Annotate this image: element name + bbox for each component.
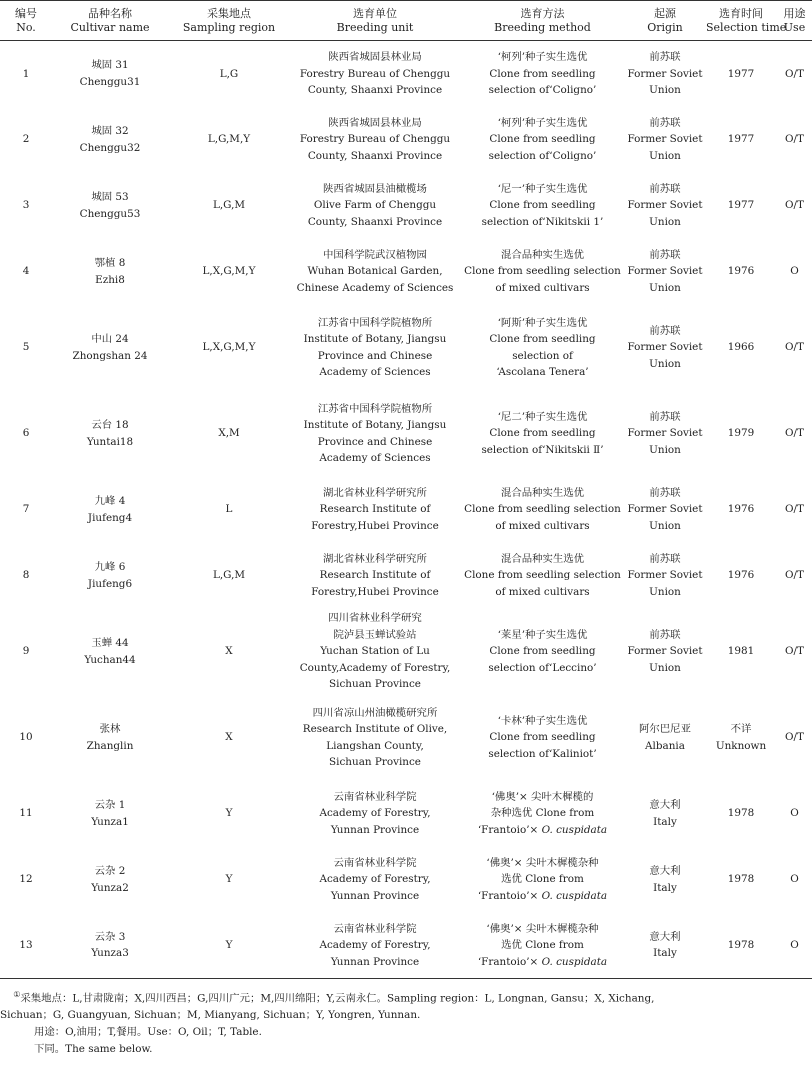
cell-unit: 江苏省中国科学院植物所 Institute of Botany, Jiangsu Province and Chinese Academy of Sciences xyxy=(303,402,447,464)
cell-cultivar: 城固 32 Chenggu32 xyxy=(79,125,141,154)
cell-region: Y xyxy=(168,913,290,979)
cell-unit: 云南省林业科学院 Academy of Forestry, Yunnan Province xyxy=(319,856,431,902)
cell-no: 11 xyxy=(19,807,33,820)
cell-method: ‘尼二’种子实生选优 Clone from seedling selection of‘Nikitskii Ⅱ’ xyxy=(481,410,604,456)
cell-unit: 四川省凉山州油橄榄研究所 Research Institute of Olive, Liangshan County, Sichuan Province xyxy=(302,706,448,768)
cell-no: 10 xyxy=(19,731,33,744)
footnote-same: 下同。The same below. xyxy=(34,1043,153,1056)
cell-region: L,X,G,M,Y xyxy=(202,265,256,278)
cell-time: 1976 xyxy=(727,265,755,278)
cell-cultivar: 九峰 6 Jiufeng6 xyxy=(87,561,133,590)
cell-no: 3 xyxy=(22,199,30,212)
cell-use: O/T xyxy=(785,427,804,440)
cell-use: O xyxy=(790,873,799,886)
table-row xyxy=(0,173,812,239)
cell-method: ‘卡林’种子实生选优 Clone from seedling selection of‘Kaliniot’ xyxy=(488,714,597,760)
cell-use: O/T xyxy=(785,645,804,658)
table-row xyxy=(0,847,812,913)
cell-no: 13 xyxy=(0,913,52,979)
cell-method: ‘阿斯’种子实生选优 Clone from seedling selection of ‘Ascolana Tenera’ xyxy=(489,316,596,378)
cell-use: O/T xyxy=(785,199,804,212)
cell-method: ‘柯列’种子实生选优 Clone from seedling selection of‘Coligno’ xyxy=(488,51,597,96)
table-row xyxy=(0,391,812,477)
cell-use: O/T xyxy=(785,503,804,516)
cell-method: 混合品种实生选优 Clone from seedling selection of mixed cultivars xyxy=(464,486,621,532)
header-unit: 选育单位 Breeding unit xyxy=(290,1,460,41)
header-cultivar: 品种名称 Cultivar name xyxy=(52,1,168,41)
cell-no: 4 xyxy=(22,265,30,278)
cell-unit: 湖北省林业科学研究所 Research Institute of Forestry,Hubei Province xyxy=(311,552,439,598)
cell-unit: 中国科学院武汉植物园 Wuhan Botanical Garden, Chinese Academy of Sciences xyxy=(296,248,454,294)
header-time: 选育时间 Selection time xyxy=(705,1,777,41)
cell-region: Y xyxy=(225,807,233,820)
cell-time: 1979 xyxy=(727,427,755,440)
cell-cultivar: 城固 53 Chenggu53 xyxy=(79,191,141,220)
cell-use: O/T xyxy=(785,67,804,80)
cell-region: X xyxy=(225,645,233,658)
cell-cultivar: 张林 Zhanglin xyxy=(86,723,134,752)
cell-region: L,G,M,Y xyxy=(207,133,251,146)
footnote-region-cont: Sichuan；G, Guangyuan, Sichuan；M, Mianyang, Sichuan；Y, Yongren, Yunnan. xyxy=(0,1009,421,1022)
cell-method: ‘尼一’种子实生选优 Clone from seedling selection of‘Nikitskii 1’ xyxy=(481,182,604,228)
cell-time: 1981 xyxy=(727,645,755,658)
cell-region: L xyxy=(225,503,233,516)
cell-time: 1977 xyxy=(727,133,755,146)
cell-time: 1978 xyxy=(705,913,777,979)
cell-origin: 意大利 Italy xyxy=(649,865,681,894)
cell-region: Y xyxy=(225,873,233,886)
table-row xyxy=(0,781,812,847)
cell-time: 1966 xyxy=(727,341,755,354)
header-row xyxy=(0,1,812,41)
cell-origin: 前苏联 Former Soviet Union xyxy=(627,410,703,456)
cell-no: 1 xyxy=(22,67,30,80)
cell-time: 1977 xyxy=(727,199,755,212)
header-region: 采集地点 Sampling region xyxy=(168,1,290,41)
cell-origin: 前苏联 Former Soviet Union xyxy=(627,116,703,162)
cell-origin: 前苏联 Former Soviet Union xyxy=(627,552,703,598)
cell-cultivar: 云杂 3 Yunza3 xyxy=(52,913,168,979)
footnote-marker: ① xyxy=(13,990,21,999)
table-row xyxy=(0,477,812,543)
cell-use: O xyxy=(777,913,812,979)
cell-no: 12 xyxy=(19,873,33,886)
table-row xyxy=(0,239,812,305)
cell-origin: 前苏联 Former Soviet Union xyxy=(627,248,703,294)
cell-time: 不详 Unknown xyxy=(715,723,767,752)
cell-region: L,X,G,M,Y xyxy=(202,341,256,354)
cell-no: 6 xyxy=(22,427,30,440)
header-method: 选育方法 Breeding method xyxy=(460,1,625,41)
cell-unit: 陕西省城固县林业局 Forestry Bureau of Chenggu County, Shaanxi Province xyxy=(299,116,451,162)
cell-use: O xyxy=(790,265,799,278)
cell-unit: 云南省林业科学院 Academy of Forestry, Yunnan Province xyxy=(290,913,460,979)
cell-origin: 意大利 Italy xyxy=(649,799,681,828)
header-origin: 起源 Origin xyxy=(625,1,705,41)
table-row xyxy=(0,543,812,609)
cell-time: 1976 xyxy=(727,569,755,582)
cell-use: O/T xyxy=(785,341,804,354)
cell-unit: 四川省林业科学研究 院泸县玉蝉试验站 Yuchan Station of Lu County,Academy of Forestry, Sichuan Province xyxy=(299,612,451,691)
cell-time: 1978 xyxy=(727,873,755,886)
cell-method: ‘莱星’种子实生选优 Clone from seedling selection of‘Leccino’ xyxy=(488,628,597,674)
cell-time: 1976 xyxy=(727,503,755,516)
cell-unit: 江苏省中国科学院植物所 Institute of Botany, Jiangsu Province and Chinese Academy of Sciences xyxy=(303,316,447,378)
footnote-region: ①采集地点：L,甘肃陇南；X,四川西昌；G,四川广元；M,四川绵阳；Y,云南永仁。Sampling region：L, Longnan, Gansu；X, Xichang, xyxy=(13,990,655,1005)
cell-unit: 陕西省城固县林业局 Forestry Bureau of Chenggu County, Shaanxi Province xyxy=(299,51,451,96)
cell-cultivar: 云台 18 Yuntai18 xyxy=(86,419,134,448)
cell-no: 9 xyxy=(22,645,30,658)
cell-origin: 前苏联 Former Soviet Union xyxy=(627,628,703,674)
cell-unit: 湖北省林业科学研究所 Research Institute of Forestry,Hubei Province xyxy=(311,486,439,532)
cell-region: X,M xyxy=(218,427,240,440)
table-row xyxy=(0,107,812,173)
header-no: 编号 No. xyxy=(0,1,52,41)
table-row xyxy=(0,609,812,695)
cell-method: ‘佛奥’× 尖叶木樨榄杂种 选优 Clone from ‘Frantoio’× O. cuspidata xyxy=(460,913,625,979)
cell-unit: 陕西省城固县油橄榄场 Olive Farm of Chenggu County, Shaanxi Province xyxy=(307,182,443,228)
cell-method: ‘佛奥’× 尖叶木樨榄的 杂种选优 Clone from ‘Frantoio’× O. cuspidata xyxy=(477,790,608,836)
cell-unit: 云南省林业科学院 Academy of Forestry, Yunnan Province xyxy=(319,790,431,836)
cell-origin: 前苏联 Former Soviet Union xyxy=(627,182,703,228)
cell-origin: 前苏联 Former Soviet Union xyxy=(627,51,703,96)
cell-use: O/T xyxy=(785,731,804,744)
cell-cultivar: 中山 24 Zhongshan 24 xyxy=(72,333,148,362)
cell-origin: 意大利 Italy xyxy=(625,913,705,979)
cell-origin: 阿尔巴尼亚 Albania xyxy=(639,723,691,752)
cell-no: 2 xyxy=(22,133,30,146)
cell-cultivar: 云杂 1 Yunza1 xyxy=(91,799,129,828)
cell-cultivar: 城固 31 Chenggu31 xyxy=(79,59,141,88)
table-row xyxy=(0,305,812,391)
cell-time: 1978 xyxy=(727,807,755,820)
cell-method: 混合品种实生选优 Clone from seedling selection of mixed cultivars xyxy=(464,552,621,598)
cell-cultivar: 九峰 4 Jiufeng4 xyxy=(87,495,133,524)
cell-region: L,G,M xyxy=(212,199,246,212)
table-row xyxy=(0,913,812,979)
cell-region: L,G,M xyxy=(212,569,246,582)
table-row xyxy=(0,41,812,107)
cell-region: L,G xyxy=(219,67,239,80)
cell-use: O/T xyxy=(785,569,804,582)
cell-origin: 前苏联 Former Soviet Union xyxy=(627,486,703,532)
cell-cultivar: 玉蝉 44 Yuchan44 xyxy=(84,637,136,666)
cell-origin: 前苏联 Former Soviet Union xyxy=(627,324,703,370)
cell-method: 混合品种实生选优 Clone from seedling selection of mixed cultivars xyxy=(464,248,621,294)
cell-method: ‘柯列’种子实生选优 Clone from seedling selection of‘Coligno’ xyxy=(488,116,597,162)
cell-method: ‘佛奥’× 尖叶木樨榄杂种 选优 Clone from ‘Frantoio’× O. cuspidata xyxy=(477,856,608,902)
header-use: 用途 Use xyxy=(777,1,812,41)
cell-no: 8 xyxy=(22,569,30,582)
cell-cultivar: 云杂 2 Yunza2 xyxy=(91,865,129,894)
cell-use: O/T xyxy=(785,133,804,146)
table-row xyxy=(0,695,812,781)
cell-use: O xyxy=(790,807,799,820)
cell-no: 7 xyxy=(22,503,30,516)
cell-region: X xyxy=(225,731,233,744)
cell-no: 5 xyxy=(22,341,30,354)
cell-time: 1977 xyxy=(727,67,755,80)
footnotes xyxy=(0,986,812,1058)
cell-cultivar: 鄂植 8 Ezhi8 xyxy=(94,257,126,286)
footnote-use: 用途：O,油用；T,餐用。Use：O, Oil；T, Table. xyxy=(34,1026,262,1039)
